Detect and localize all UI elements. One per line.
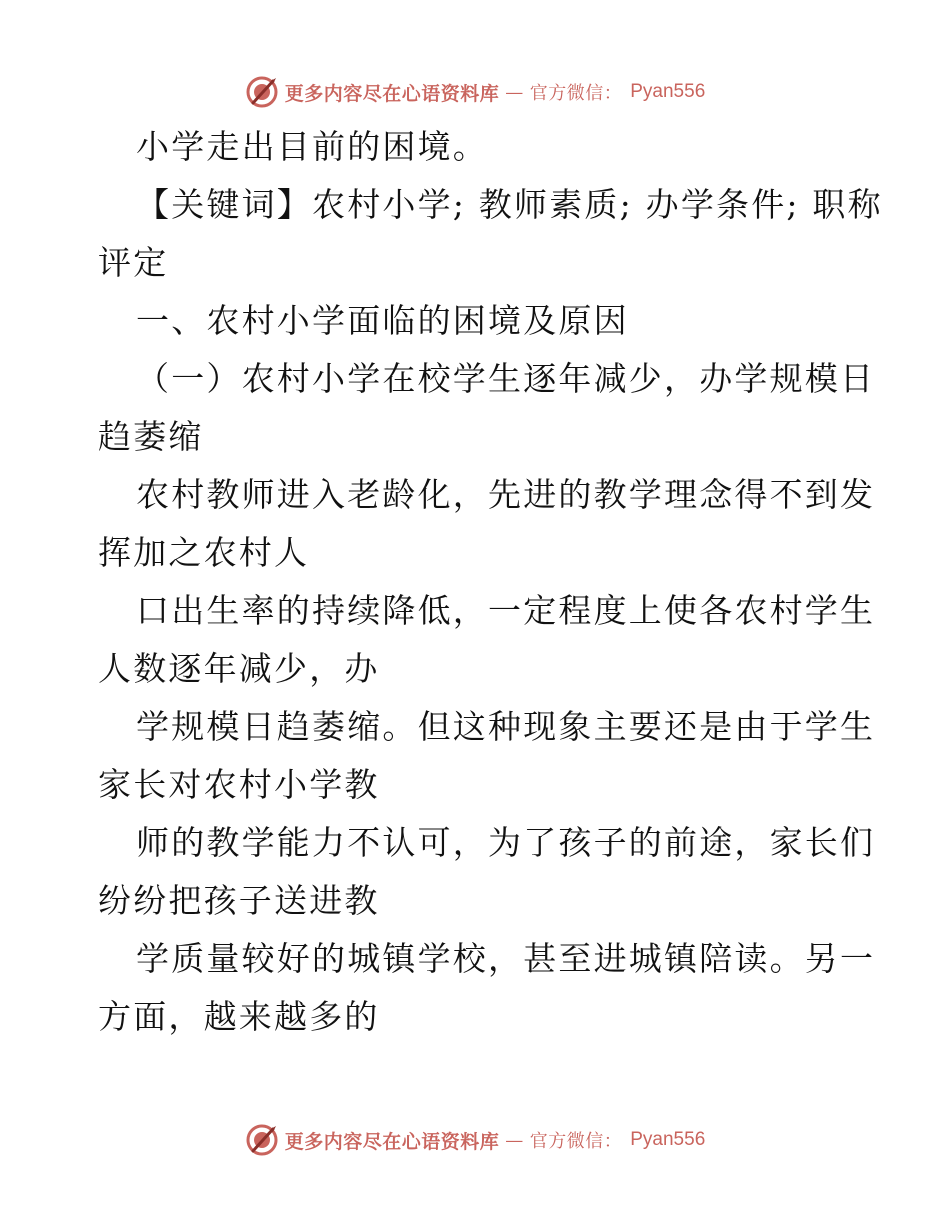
banner-title: 更多内容尽在心语资料库 [284,82,500,105]
pen-logo-icon [245,75,279,109]
text-line: 农村教师进入老龄化，先进的教学理念得不到发 [136,475,876,514]
text-line: 家长对农村小学教 [98,765,380,804]
banner-wechat-id: Pyan556 [630,81,706,102]
banner-dash: — [505,81,524,103]
text-line: 纷纷把孩子送进教 [98,881,380,920]
text-line: 趋萎缩 [98,417,204,456]
text-line: 小学走出目前的困境。 [136,127,488,166]
text-line: 【关键词】农村小学; 教师素质; 办学条件; 职称 [136,185,883,224]
text-line: 评定 [98,243,169,282]
text-line: （一）农村小学在校学生逐年减少，办学规模日 [136,359,876,398]
keywords-paragraph [98,176,883,292]
text-line: 人数逐年减少，办 [98,649,380,688]
banner-wechat-label: 官方微信： [529,83,623,104]
subsection-heading [98,350,876,466]
section-heading [98,292,858,350]
text-line: 挥加之农村人 [98,533,310,572]
text-line: 师的教学能力不认可，为了孩子的前途，家长们 [136,823,876,862]
pen-logo-icon [245,1123,279,1157]
text-line: 一、农村小学面临的困境及原因 [136,301,629,340]
text-line: 方面，越来越多的 [98,997,380,1036]
paragraph [98,814,876,930]
document-body [98,118,883,1046]
footer-banner [0,1120,950,1160]
banner-dash: — [505,1129,524,1151]
text-line: 学质量较好的城镇学校，甚至进城镇陪读。另一 [136,939,876,978]
banner-wechat-label: 官方微信： [529,1131,623,1152]
banner-title: 更多内容尽在心语资料库 [284,1130,500,1153]
header-banner [0,72,950,112]
paragraph [98,930,876,1046]
text-line: 学规模日趋萎缩。但这种现象主要还是由于学生 [136,707,876,746]
paragraph [98,698,876,814]
paragraph [98,118,858,176]
banner-wechat-id: Pyan556 [630,1129,706,1150]
paragraph [98,582,876,698]
paragraph [98,466,876,582]
text-line: 口出生率的持续降低，一定程度上使各农村学生 [136,591,876,630]
